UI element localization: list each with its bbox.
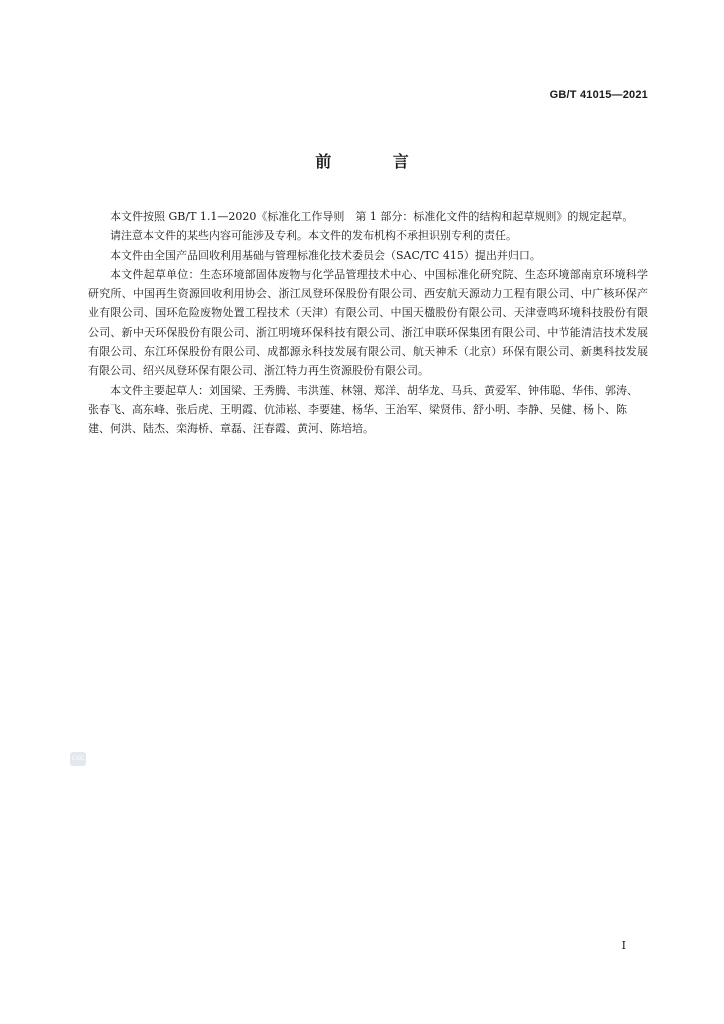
standard-code: GB/T 41015—2021 [549, 89, 648, 101]
page-number: I [621, 939, 626, 952]
page-title: 前 言 [315, 152, 437, 171]
paragraph-drafting-units: 本文件起草单位：生态环境部固体废物与化学品管理技术中心、中国标准化研究院、生态环境部南京环境科学研究所、中国再生资源回收利用协会、浙江凤登环保股份有限公司、西安航天源动力工程有限公司、中广核环保产业有限公司、国环危险废物处置工程技术（天津）有限公司、中国天楹股份有限公司、天津壹鸣环境科技股份有限公司、新中天环保股份有限公司、浙江明境环保科技有限公司、浙江申联环保集团有限公司、中节能清洁技术发展有限公司、东江环保股份有限公司、成都源永科技发展有限公司、航天神禾（北京）环保有限公司、新奥科技发展有限公司、绍兴凤登环保有限公司、浙江特力再生资源股份有限公司。 [88, 267, 648, 378]
paragraph-committee: 本文件由全国产品回收利用基础与管理标准化技术委员会（SAC/TC 415）提出并归口。 [110, 248, 541, 262]
paragraph-drafting-rules: 本文件按照 GB/T 1.1—2020《标准化工作导则 第 1 部分：标准化文件的结构和起草规则》的规定起草。 [110, 210, 634, 223]
paragraph-drafters: 本文件主要起草人：刘国梁、王秀腾、韦洪莲、林翎、郑洋、胡华龙、马兵、黄爱军、钟伟聪、华伟、郭涛、张春飞、高东峰、张后虎、王明霞、伉沛崧、李要建、杨华、王治军、梁贤伟、舒小明、李静、吴健、杨卜、陈建、何洪、陆杰、栾海桥、章磊、汪春霞、黄河、陈培培。 [88, 383, 638, 436]
csc-logo-icon: CSC [70, 752, 86, 766]
paragraph-patent-notice: 请注意本文件的某些内容可能涉及专利。本文件的发布机构不承担识别专利的责任。 [110, 229, 517, 243]
foreword-body [88, 207, 648, 439]
